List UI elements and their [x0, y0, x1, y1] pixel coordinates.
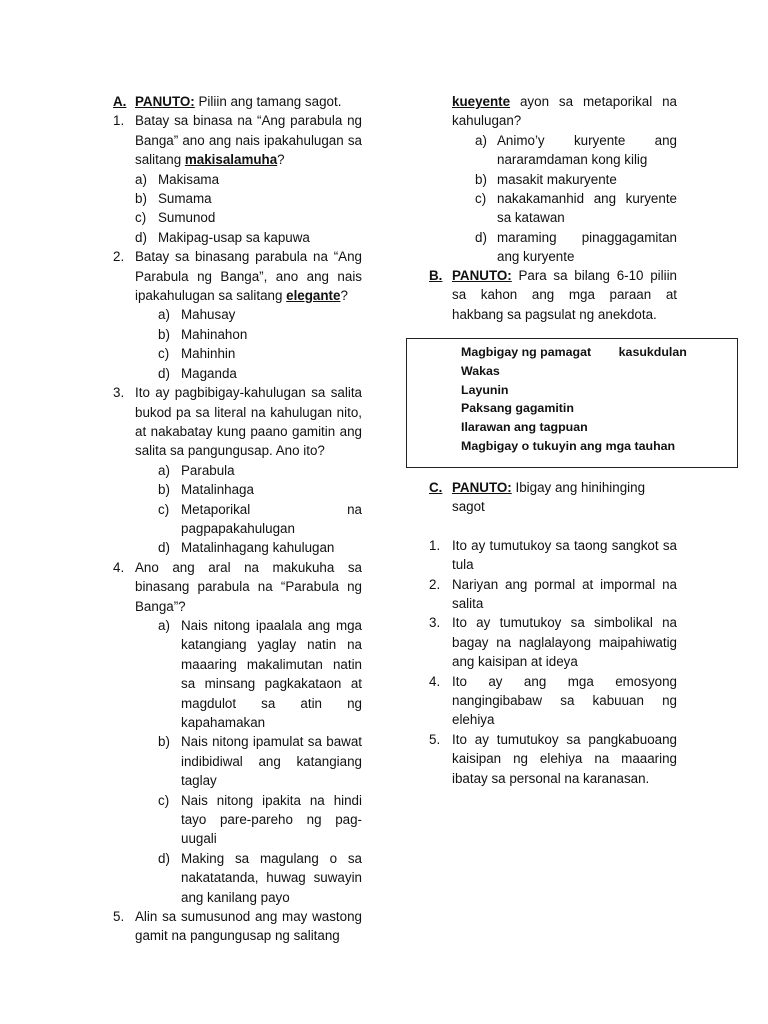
section-b-instruction: Para sa bilang 6-10 piliin sa kahon ang mga paraan at hakbang sa pagsulat ng anekdota. — [452, 268, 677, 322]
option-text: maraming pinaggagamitan ang kuryente — [497, 229, 677, 265]
option-text: Matalinhaga — [181, 482, 254, 498]
option-b — [158, 480, 362, 499]
section-a-label: PANUTO: — [135, 94, 195, 109]
option-a — [158, 305, 362, 324]
option-text: Making sa magulang o sa nakatatanda, huwag suwayin ang kanilang payo — [181, 850, 362, 905]
item-number: 2. — [429, 576, 441, 592]
option-letter: c) — [475, 191, 487, 207]
question-number: 4. — [113, 559, 125, 575]
question-3 — [113, 383, 362, 461]
q3-options — [113, 461, 362, 558]
question-5 — [113, 907, 362, 946]
option-letter: b) — [158, 734, 170, 750]
option-letter: d) — [158, 850, 170, 866]
option-text: Makipag-usap sa kapuwa — [158, 229, 310, 245]
question-number: 5. — [113, 909, 125, 925]
item-number: 5. — [429, 731, 441, 747]
section-a-letter: A. — [113, 94, 127, 109]
option-letter: c) — [135, 210, 147, 226]
option-letter: c) — [158, 792, 170, 808]
option-letter: d) — [158, 365, 170, 381]
section-b-letter: B. — [429, 268, 443, 283]
left-column — [113, 92, 362, 946]
item-number: 1. — [429, 537, 441, 553]
question-text: Ano ang aral na makukuha sa binasang parabula na “Parabula ng Banga”? — [135, 559, 362, 614]
option-b — [135, 189, 362, 208]
option-a — [135, 170, 362, 189]
item-number: 4. — [429, 673, 441, 689]
section-c-header — [429, 478, 677, 517]
question-number: 2. — [113, 249, 125, 265]
option-letter: d) — [158, 540, 170, 556]
option-c — [158, 344, 362, 363]
option-text: Sumama — [158, 191, 212, 207]
keyword: kueyente — [452, 94, 511, 109]
option-text: Mahinahon — [181, 326, 248, 342]
option-d — [158, 849, 362, 907]
option-letter: a) — [158, 462, 170, 478]
item-text: Ito ay tumutukoy sa pangkabuoang kaisipan ng elehiya na maaaring ibatay sa personal na karanasan. — [452, 731, 677, 786]
q5-options — [452, 131, 677, 267]
option-text: Nais nitong ipamulat sa bawat indibidiwal ang katangiang taglay — [181, 734, 362, 789]
q1-options — [113, 170, 362, 248]
question-5-continuation — [452, 92, 677, 131]
q4-options — [113, 616, 362, 907]
question-text: Ito ay pagbibigay-kahulugan sa salita bukod pa sa literal na kahulugan nito, at nakabatay kung paano gamitin ang salita sa pangungusap. Ano ito? — [135, 385, 362, 459]
option-c — [158, 791, 362, 849]
option-text: Matalinhagang kahulugan — [181, 540, 335, 556]
question-text: Batay sa binasang parabula na “Ang Parabula ng Banga”, ano ang nais ipakahulugan sa salitang — [135, 249, 362, 304]
option-letter: a) — [158, 307, 170, 323]
word-box — [406, 338, 738, 468]
question-end: ? — [277, 152, 285, 168]
item-text: Nariyan ang pormal at impormal na salita — [452, 576, 677, 612]
option-c — [158, 500, 362, 539]
option-text: Makisama — [158, 171, 220, 187]
option-letter: b) — [158, 482, 170, 498]
section-b-header — [429, 266, 677, 324]
list-item — [429, 730, 677, 788]
box-item: Magbigay ng pamagat kasukdulan — [461, 345, 687, 359]
option-d — [475, 228, 677, 267]
option-letter: b) — [158, 326, 170, 342]
option-letter: d) — [135, 229, 147, 245]
question-end: ? — [340, 288, 348, 304]
option-b — [158, 325, 362, 344]
option-text: Mahusay — [181, 307, 236, 323]
option-letter: b) — [135, 191, 147, 207]
question-text: Batay sa binasa na “Ang parabula ng Banga” ano ang nais ipakahulugan sa salitang — [135, 113, 362, 168]
option-letter: c) — [158, 501, 170, 517]
question-4 — [113, 558, 362, 616]
option-text: Maganda — [181, 365, 237, 381]
item-text: Ito ay ang mga emosyong nangingibabaw sa kabuuan ng elehiya — [452, 673, 677, 728]
option-d — [135, 228, 362, 247]
question-number: 3. — [113, 385, 125, 401]
option-text: Nais nitong ipakita na hindi tayo pare-pareho ng pag-uugali — [181, 792, 362, 847]
question-number: 1. — [113, 113, 125, 129]
box-item: Layunin — [461, 382, 509, 397]
section-a-header — [113, 92, 362, 111]
option-letter: c) — [158, 346, 170, 362]
question-text: Alin sa sumusunod ang may wastong gamit na pangungusap ng salitang — [135, 909, 362, 944]
section-b-label: PANUTO: — [452, 268, 512, 283]
item-text: Ito ay tumutukoy sa simbolikal na bagay na naglalayong maipahiwatig ang kaisipan at ideya — [452, 615, 677, 670]
option-text: Animo’y kuryente ang nararamdaman kong kilig — [497, 132, 677, 168]
box-item: Magbigay o tukuyin ang mga tauhan — [461, 438, 676, 453]
section-c-label: PANUTO: — [452, 480, 512, 495]
option-d — [158, 538, 362, 557]
option-c — [475, 189, 677, 228]
box-item: Wakas — [461, 363, 500, 378]
question-1 — [113, 111, 362, 169]
option-letter: d) — [475, 229, 487, 245]
option-letter: a) — [158, 617, 170, 633]
option-a — [158, 616, 362, 732]
item-text: Ito ay tumutukoy sa taong sangkot sa tula — [452, 537, 677, 573]
option-a — [475, 131, 677, 170]
section-c-instruction: Ibigay ang hinihinging sagot — [452, 480, 646, 515]
option-letter: a) — [475, 132, 487, 148]
section-a-instruction: Piliin ang tamang sagot. — [194, 94, 342, 109]
option-b — [158, 732, 362, 790]
list-item — [429, 613, 677, 671]
keyword: makisalamuha — [184, 152, 278, 168]
question-2 — [113, 247, 362, 305]
option-letter: b) — [475, 171, 487, 187]
list-item — [429, 575, 677, 614]
list-item — [429, 536, 677, 575]
box-item: Ilarawan ang tagpuan — [461, 420, 588, 435]
keyword: elegante — [286, 288, 341, 304]
option-text: nakakamanhid ang kuryente sa katawan — [497, 191, 677, 226]
option-c — [135, 208, 362, 227]
option-text: Metaporikal na pagpapakahulugan — [181, 501, 362, 536]
section-c — [429, 478, 677, 788]
option-text: Sumunod — [158, 210, 216, 226]
option-b — [475, 170, 677, 189]
list-item — [429, 672, 677, 730]
option-text: masakit makuryente — [497, 171, 617, 187]
section-c-letter: C. — [429, 480, 443, 495]
box-item: Paksang gagamitin — [461, 401, 574, 416]
option-text: Mahinhin — [181, 346, 236, 362]
item-number: 3. — [429, 615, 441, 631]
right-column-top — [452, 92, 677, 267]
option-d — [158, 364, 362, 383]
option-text: Nais nitong ipaalala ang mga katangiang yaglay natin na maaaring makalimutan natin sa minsang pagkakataon at magdulot sa atin ng kapahamakan — [181, 617, 362, 730]
option-letter: a) — [135, 171, 147, 187]
option-text: Parabula — [181, 462, 235, 478]
q2-options — [113, 305, 362, 383]
option-a — [158, 461, 362, 480]
question-text: ayon sa metaporikal na kahulugan? — [452, 94, 677, 129]
